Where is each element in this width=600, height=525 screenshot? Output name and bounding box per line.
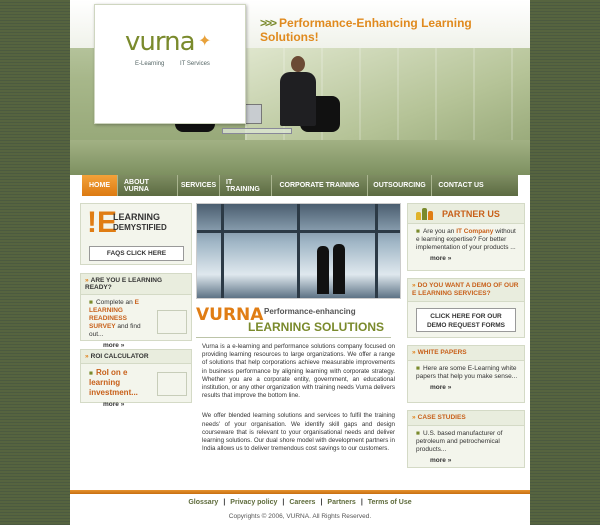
heading-vurna: VURNA [196,305,264,325]
elearning-ready-box [80,273,192,349]
footer-link-careers[interactable]: Careers [289,499,316,506]
nav-about-vurna[interactable]: ABOUT VURNA [118,175,178,196]
intro-paragraph-2: We offer blended learning solutions and services to fulfil the training needs' of your organisation. We identify skill gaps and design courseware that is relevant to your organisational needs and deliver learning solutions. Our dual shore model with development partners in India allows us to deliver tremendous cost savings to our customers. [202,412,395,453]
roi-calculator-box [80,349,192,408]
elearning-ready-title: » ARE YOU E LEARNING READY? [81,274,191,295]
arrows-decoration-icon [157,372,187,396]
tagline-text: Performance-Enhancing Learning Solutions! [260,16,472,44]
elearning-ready-body: ■ Complete an E LEARNING READINESS SURVEY and find out... [89,299,141,338]
vurna-learning-solutions-heading [196,303,401,339]
businessman-right-head [291,56,305,72]
footer-separator: | [320,499,323,506]
center-column [196,203,401,453]
logo-wordmark: vurna [125,27,195,57]
demo-request-box [407,278,525,338]
demystified-line2: DEMYSTIFIED [113,223,167,232]
elearning-demystified-box [80,203,192,265]
right-column [407,203,525,475]
tagline-arrows-icon: >>> [260,16,276,30]
white-papers-box [407,345,525,403]
readiness-survey-link[interactable]: E LEARNING READINESS SURVEY [89,299,139,330]
logo-tag-elearning: E-Learning [135,61,165,67]
heading-divider [196,337,391,338]
intro-paragraph-1: Vurna is a e-learning and performance solutions company focused on providing learning resources to large organizations. We offer a range of solutions that help corporations achieve measurable improvements in business performance by aligning learning with corporate strategy. Whether you are a corporate entity, government, an educational institution, or any other organization with training needs Vurna delivers results that improve the bottom line. [202,343,395,400]
logo-star-icon: ✦ [198,33,212,50]
bullet-icon: ■ [416,430,420,437]
faqs-button[interactable]: FAQS CLICK HERE [89,246,184,261]
window-pane [375,204,378,299]
partner-us-body: ■ Are you an IT Company without e learning expertise? For better implementation of your products ... [416,228,516,251]
city-window-photo [196,203,401,299]
nav-corporate-training[interactable]: CORPORATE TRAINING [272,175,368,196]
footer-link-privacy-policy[interactable]: Privacy policy [230,499,278,506]
elearning-ready-more-link[interactable]: more » [103,342,125,349]
arrow-icon: » [85,353,89,360]
arrow-icon: » [412,349,416,356]
nav-home[interactable]: HOME [82,175,118,196]
footer-separator: | [360,499,363,506]
header-banner [70,0,530,175]
footer-divider [70,490,530,494]
people-icon [416,208,436,220]
window-pane [221,204,224,299]
logo-card[interactable] [94,4,246,124]
demo-request-title: » DO YOU WANT A DEMO OF OUR E LEARNING SERVICES? [408,279,524,302]
silhouette-person [333,244,345,294]
window-pane [297,204,300,299]
footer-separator: | [223,499,226,506]
arrow-icon: » [85,277,89,284]
footer-link-partners[interactable]: Partners [327,499,356,506]
nav-services[interactable]: SERVICES [178,175,220,196]
bullet-icon: ■ [89,370,93,377]
footer-link-glossary[interactable]: Glossary [188,499,219,506]
case-studies-title: » CASE STUDIES [408,411,524,426]
header-floor [70,140,530,175]
nav-outsourcing[interactable]: OUTSOURCING [368,175,432,196]
chart-decoration-icon [157,310,187,334]
roi-more-link[interactable]: more » [103,401,125,408]
case-studies-body: ■ U.S. based manufacturer of petroleum and petrochemical products... [416,430,503,453]
page [70,0,530,525]
white-papers-title: » WHITE PAPERS [408,346,524,361]
partner-us-more-link[interactable]: more » [430,255,452,262]
logo-tag-it-services: IT Services [180,61,210,67]
arrow-icon: » [412,282,416,289]
glass-table [222,128,292,134]
logo-tags [135,61,224,67]
partner-us-box [407,203,525,271]
demystified-line1: LEARNING [113,212,160,222]
footer-separator: | [282,499,285,506]
main-nav [82,175,518,196]
silhouette-person [317,246,329,294]
nav-contact-us[interactable]: CONTACT US [438,182,484,189]
heading-performance-enhancing: Performance-enhancing [264,307,356,316]
bullet-icon: ■ [416,228,420,235]
case-studies-box [407,410,525,468]
footer-link-terms-of-use[interactable]: Terms of Use [367,499,412,506]
arrow-icon: » [412,414,416,421]
left-column [80,203,192,408]
partner-us-title: PARTNER US [408,204,524,224]
case-studies-more-link[interactable]: more » [430,457,452,464]
roi-link[interactable]: RoI on e learning investment... [89,368,138,397]
bullet-icon: ■ [416,365,420,372]
footer-links [70,499,530,506]
copyright: Copyrights © 2006, VURNA. All Rights Reserved. [228,513,372,520]
roi-calculator-title: » ROI CALCULATOR [81,350,191,364]
tagline [260,16,530,44]
businessman-right [280,72,316,126]
nav-it-training[interactable]: IT TRAINING [220,175,272,196]
heading-learning-solutions: LEARNING SOLUTIONS [248,320,385,334]
white-papers-more-link[interactable]: more » [430,384,452,391]
bullet-icon: ■ [89,299,93,306]
demo-request-button[interactable]: CLICK HERE FOR OUR DEMO REQUEST FORMS [416,308,516,332]
demystified-logo-letters: !E [87,206,117,239]
it-company-link[interactable]: IT Company [456,228,494,235]
white-papers-body: ■ Here are some E-Learning white papers that help you make sense... [416,365,518,380]
